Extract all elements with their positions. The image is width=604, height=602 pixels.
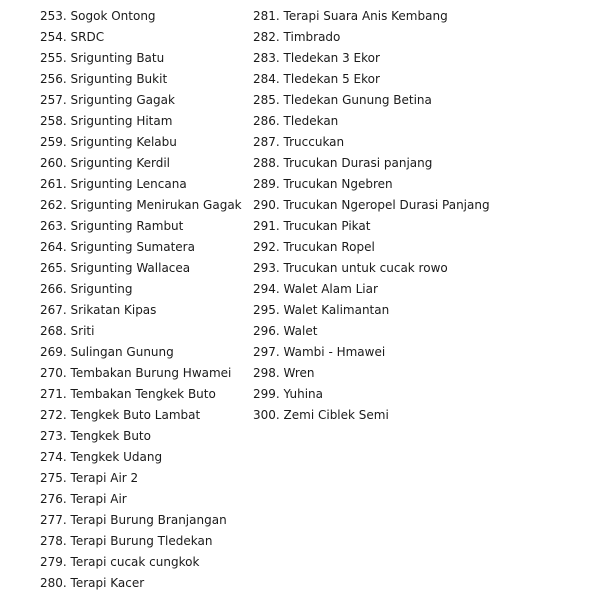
list-item: 293. Trucukan untuk cucak rowo [253, 261, 448, 275]
list-column-left [40, 6, 250, 594]
list-item: 288. Trucukan Durasi panjang [253, 156, 433, 170]
list-item: 272. Tengkek Buto Lambat [40, 408, 201, 422]
list-item: 268. Sriti [40, 324, 95, 338]
list-column-right [253, 6, 593, 426]
list-item: 276. Terapi Air [40, 492, 127, 506]
list-item: 286. Tledekan [253, 114, 339, 128]
list-item: 291. Trucukan Pikat [253, 219, 371, 233]
list-item: 298. Wren [253, 366, 315, 380]
list-item: 274. Tengkek Udang [40, 450, 163, 464]
list-item: 287. Truccukan [253, 135, 345, 149]
list-item: 259. Srigunting Kelabu [40, 135, 177, 149]
list-item: 280. Terapi Kacer [40, 576, 145, 590]
list-item: 278. Terapi Burung Tledekan [40, 534, 213, 548]
list-item: 275. Terapi Air 2 [40, 471, 139, 485]
list-item: 269. Sulingan Gunung [40, 345, 174, 359]
list-item: 253. Sogok Ontong [40, 9, 156, 23]
list-item: 281. Terapi Suara Anis Kembang [253, 9, 448, 23]
list-item: 273. Tengkek Buto [40, 429, 151, 443]
list-item: 295. Walet Kalimantan [253, 303, 390, 317]
list-item: 257. Srigunting Gagak [40, 93, 175, 107]
list-item: 261. Srigunting Lencana [40, 177, 187, 191]
list-item: 289. Trucukan Ngebren [253, 177, 393, 191]
list-item: 262. Srigunting Menirukan Gagak [40, 198, 242, 212]
list-item: 258. Srigunting Hitam [40, 114, 173, 128]
list-item: 300. Zemi Ciblek Semi [253, 408, 389, 422]
list-item: 264. Srigunting Sumatera [40, 240, 195, 254]
list-item: 265. Srigunting Wallacea [40, 261, 191, 275]
list-item: 283. Tledekan 3 Ekor [253, 51, 380, 65]
list-item: 297. Wambi - Hmawei [253, 345, 386, 359]
list-item: 279. Terapi cucak cungkok [40, 555, 200, 569]
list-item: 284. Tledekan 5 Ekor [253, 72, 380, 86]
list-item: 270. Tembakan Burung Hwamei [40, 366, 232, 380]
list-item: 254. SRDC [40, 30, 105, 44]
list-item: 271. Tembakan Tengkek Buto [40, 387, 216, 401]
list-item: 267. Srikatan Kipas [40, 303, 157, 317]
list-item: 294. Walet Alam Liar [253, 282, 378, 296]
list-item: 285. Tledekan Gunung Betina [253, 93, 432, 107]
list-item: 290. Trucukan Ngeropel Durasi Panjang [253, 198, 490, 212]
list-item: 277. Terapi Burung Branjangan [40, 513, 227, 527]
list-item: 266. Srigunting [40, 282, 133, 296]
list-item: 282. Timbrado [253, 30, 341, 44]
list-item: 292. Trucukan Ropel [253, 240, 375, 254]
list-item: 256. Srigunting Bukit [40, 72, 168, 86]
list-item: 296. Walet [253, 324, 318, 338]
list-item: 263. Srigunting Rambut [40, 219, 184, 233]
list-item: 260. Srigunting Kerdil [40, 156, 170, 170]
list-item: 299. Yuhina [253, 387, 323, 401]
list-item: 255. Srigunting Batu [40, 51, 165, 65]
